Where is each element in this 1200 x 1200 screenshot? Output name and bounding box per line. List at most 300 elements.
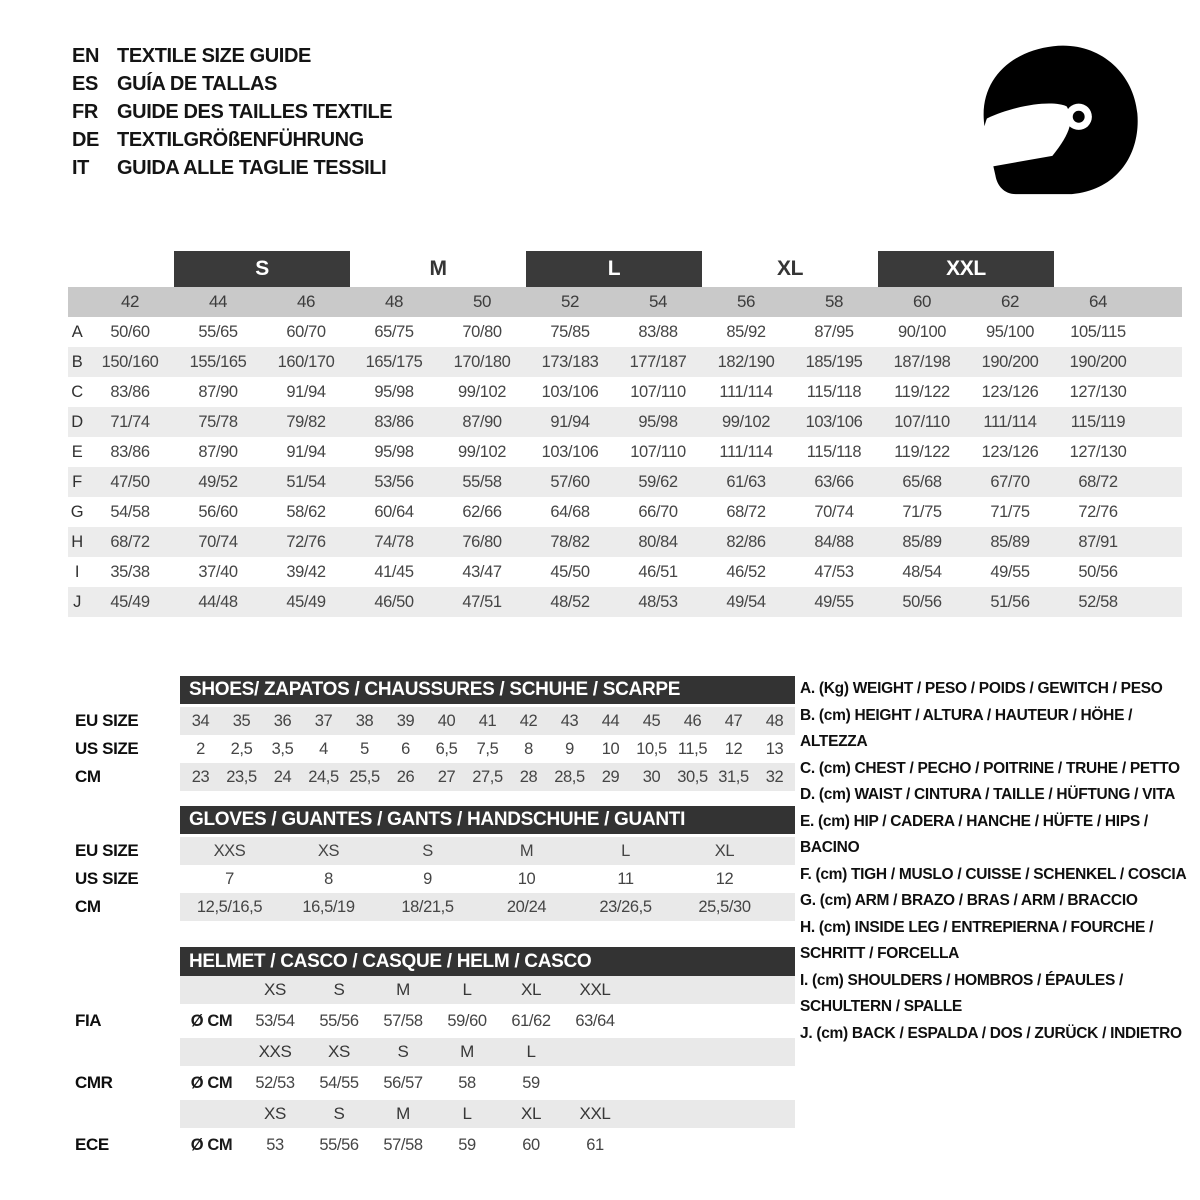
legend-item: H. (cm) INSIDE LEG / ENTREPIERNA / FOURCHE / SCHRITT / FORCELLA xyxy=(800,918,1154,962)
size-value-cell: 75/78 xyxy=(198,412,238,431)
section-title-row xyxy=(75,806,795,834)
size-value-cell: 47/53 xyxy=(814,562,854,581)
size-value-cell: XS xyxy=(264,1104,286,1123)
size-value-cell: 10,5 xyxy=(636,739,667,758)
size-value-cell: 26 xyxy=(396,767,415,786)
size-value-cell: 87/90 xyxy=(198,382,238,401)
size-value-cell: 68/72 xyxy=(726,502,766,521)
size-value-cell: 95/100 xyxy=(985,322,1035,341)
size-value-cell: 70/74 xyxy=(814,502,854,521)
size-value-cell: 185/195 xyxy=(805,352,863,371)
cells-band xyxy=(180,1066,795,1100)
size-value-cell: 87/90 xyxy=(198,442,238,461)
size-value-cell: 47/50 xyxy=(110,472,150,491)
cells-band xyxy=(180,707,795,735)
measure-row-e xyxy=(68,437,1182,467)
size-value-cell: L xyxy=(621,841,630,860)
cells-band xyxy=(180,1100,795,1128)
size-value-cell: 45/49 xyxy=(110,592,150,611)
size-value-cell: 99/102 xyxy=(457,382,507,401)
size-value-cell: 46/52 xyxy=(726,562,766,581)
size-value-cell: 68/72 xyxy=(1078,472,1118,491)
row-label: US SIZE xyxy=(75,739,139,758)
size-value-cell: 23 xyxy=(191,767,210,786)
size-value-cell: 30 xyxy=(642,767,661,786)
size-value-cell: 60/64 xyxy=(374,502,414,521)
size-value-cell: 35 xyxy=(232,711,251,730)
cells-band xyxy=(180,976,795,1004)
size-value-cell: 87/90 xyxy=(462,412,502,431)
size-value-cell: M xyxy=(396,980,410,999)
size-value-cell: 95/98 xyxy=(374,382,414,401)
size-value-cell: 68/72 xyxy=(110,532,150,551)
size-value-cell: 5 xyxy=(360,739,369,758)
row-letter: I xyxy=(74,562,80,581)
size-value-cell: 173/183 xyxy=(541,352,599,371)
size-value-cell: 24,5 xyxy=(308,767,339,786)
size-value-cell: 170/180 xyxy=(453,352,511,371)
size-value-cell: 71/75 xyxy=(990,502,1030,521)
size-value-cell: 44 xyxy=(601,711,620,730)
size-number-cell: 50 xyxy=(472,292,492,311)
size-value-cell: 103/106 xyxy=(541,382,599,401)
section-row xyxy=(75,1038,795,1066)
size-value-cell: L xyxy=(462,980,472,999)
size-value-cell: 72/76 xyxy=(286,532,326,551)
size-value-cell: M xyxy=(396,1104,410,1123)
diameter-label-cell: Ø CM xyxy=(190,1073,233,1092)
size-value-cell: 54/55 xyxy=(319,1073,359,1092)
size-value-cell: 75/85 xyxy=(550,322,590,341)
size-value-cell: 115/118 xyxy=(806,382,862,401)
size-value-cell: 165/175 xyxy=(365,352,423,371)
size-value-cell: 7 xyxy=(225,869,234,888)
size-value-cell: 66/70 xyxy=(638,502,678,521)
size-value-cell: 37 xyxy=(314,711,333,730)
size-value-cell: 119/122 xyxy=(894,442,950,461)
size-value-cell: 70/80 xyxy=(462,322,502,341)
size-value-cell: 53 xyxy=(266,1135,284,1154)
language-row xyxy=(72,42,392,70)
section-row xyxy=(75,837,795,865)
size-value-cell: 40 xyxy=(437,711,456,730)
size-value-cell: 99/102 xyxy=(721,412,771,431)
size-value-cell: XL xyxy=(521,1104,541,1123)
size-number-cell: 54 xyxy=(648,292,668,311)
size-value-cell: 52/53 xyxy=(255,1073,295,1092)
size-value-cell: 67/70 xyxy=(990,472,1030,491)
standard-label: CMR xyxy=(75,1073,113,1092)
size-value-cell: 43 xyxy=(560,711,579,730)
size-value-cell: 79/82 xyxy=(286,412,326,431)
cells-band xyxy=(180,837,795,865)
size-value-cell: 127/130 xyxy=(1069,382,1127,401)
shoes-size-table xyxy=(75,676,795,791)
size-value-cell: 65/75 xyxy=(374,322,414,341)
legend-item: G. (cm) ARM / BRAZO / BRAS / ARM / BRACCIO xyxy=(800,892,1138,909)
diameter-label-cell: Ø CM xyxy=(190,1135,233,1154)
measure-row-h xyxy=(68,527,1182,557)
size-value-cell: 119/122 xyxy=(894,382,950,401)
size-value-cell: 111/114 xyxy=(719,442,773,461)
size-value-cell: 55/56 xyxy=(319,1135,359,1154)
row-label: EU SIZE xyxy=(75,711,139,730)
size-value-cell: 2 xyxy=(196,739,205,758)
size-value-cell: 54/58 xyxy=(110,502,150,521)
size-value-cell: L xyxy=(526,1042,536,1061)
size-value-cell: 52/58 xyxy=(1078,592,1118,611)
size-value-cell: 53/54 xyxy=(255,1011,295,1030)
measure-row-b xyxy=(68,347,1182,377)
size-value-cell: 63/66 xyxy=(814,472,854,491)
size-group-s: S xyxy=(174,251,350,287)
size-value-cell: 95/98 xyxy=(638,412,678,431)
language-title: GUÍA DE TALLAS xyxy=(117,72,277,95)
language-title-block xyxy=(72,42,392,182)
row-letter: A xyxy=(71,322,83,341)
size-value-cell: 64/68 xyxy=(550,502,590,521)
size-value-cell: 87/95 xyxy=(814,322,854,341)
language-title: TEXTILGRÖßENFÜHRUNG xyxy=(117,128,364,151)
size-value-cell: 25,5/30 xyxy=(698,897,751,916)
size-value-cell: M xyxy=(519,841,534,860)
legend-item: E. (cm) HIP / CADERA / HANCHE / HÜFTE / HIPS / BACINO xyxy=(800,812,1148,856)
size-value-cell: 47/51 xyxy=(462,592,502,611)
standard-label: FIA xyxy=(75,1011,102,1030)
section-row xyxy=(75,1100,795,1128)
cells-band xyxy=(180,763,795,791)
size-value-cell: 61 xyxy=(586,1135,604,1154)
cells-band xyxy=(180,1038,795,1066)
size-value-cell: 51/54 xyxy=(286,472,326,491)
size-value-cell: XS xyxy=(317,841,340,860)
size-value-cell: 48 xyxy=(765,711,784,730)
size-number-cell: 56 xyxy=(736,292,756,311)
measure-row-i xyxy=(68,557,1182,587)
section-row xyxy=(75,1004,795,1038)
measure-row-a xyxy=(68,317,1182,347)
legend-item: B. (cm) HEIGHT / ALTURA / HAUTEUR / HÖHE / ALTEZZA xyxy=(800,706,1133,750)
language-title: GUIDA ALLE TAGLIE TESSILI xyxy=(117,156,387,179)
section-row xyxy=(75,763,795,791)
size-value-cell: XXL xyxy=(579,1104,611,1123)
size-value-cell: 55/56 xyxy=(319,1011,359,1030)
size-value-cell: 60 xyxy=(522,1135,540,1154)
row-letter: E xyxy=(71,442,83,461)
size-value-cell: S xyxy=(333,1104,345,1123)
size-value-cell: 48/52 xyxy=(550,592,590,611)
size-value-cell: 48/54 xyxy=(902,562,942,581)
language-code: IT xyxy=(72,156,89,179)
size-value-cell: 150/160 xyxy=(101,352,159,371)
size-value-cell: 177/187 xyxy=(629,352,687,371)
size-value-cell: XS xyxy=(328,1042,350,1061)
size-value-cell: 60/70 xyxy=(286,322,326,341)
size-value-cell: 46 xyxy=(683,711,702,730)
size-value-cell: 182/190 xyxy=(717,352,775,371)
size-value-cell: 55/65 xyxy=(198,322,238,341)
size-number-cell: 64 xyxy=(1088,292,1108,311)
size-value-cell: S xyxy=(422,841,433,860)
row-letter: G xyxy=(70,502,84,521)
size-value-cell: 71/74 xyxy=(110,412,150,431)
size-value-cell: XXS xyxy=(213,841,246,860)
size-value-cell: 8 xyxy=(524,739,533,758)
size-group-m: M xyxy=(429,257,447,280)
size-value-cell: 29 xyxy=(601,767,620,786)
size-value-cell: 78/82 xyxy=(550,532,590,551)
size-value-cell: 4 xyxy=(319,739,328,758)
size-value-cell: 115/118 xyxy=(806,442,862,461)
size-value-cell: 18/21,5 xyxy=(401,897,454,916)
cells-band xyxy=(180,735,795,763)
size-value-cell: 23/26,5 xyxy=(599,897,652,916)
size-value-cell: 43/47 xyxy=(462,562,502,581)
size-value-cell: 103/106 xyxy=(805,412,863,431)
size-value-cell: 80/84 xyxy=(638,532,678,551)
size-value-cell: 24 xyxy=(273,767,292,786)
size-value-cell: 10 xyxy=(601,739,620,758)
size-value-cell: 37/40 xyxy=(198,562,238,581)
size-value-cell: 57/58 xyxy=(383,1135,423,1154)
size-value-cell: M xyxy=(460,1042,474,1061)
size-value-cell: 13 xyxy=(765,739,784,758)
size-value-cell: 155/165 xyxy=(189,352,247,371)
section-row xyxy=(75,707,795,735)
size-number-cell: 58 xyxy=(824,292,844,311)
cells-band xyxy=(180,1128,795,1162)
size-value-cell: 107/110 xyxy=(630,442,686,461)
size-value-cell: 49/54 xyxy=(726,592,766,611)
standard-label xyxy=(75,1038,180,1066)
size-value-cell: 160/170 xyxy=(277,352,335,371)
size-value-cell: 103/106 xyxy=(541,442,599,461)
section-row xyxy=(75,893,795,921)
measure-row-c xyxy=(68,377,1182,407)
section-row xyxy=(75,735,795,763)
size-value-cell: 32 xyxy=(765,767,784,786)
size-value-cell: 59/62 xyxy=(638,472,678,491)
section-title-row xyxy=(75,676,795,704)
size-value-cell: 85/89 xyxy=(990,532,1030,551)
size-value-cell: 58 xyxy=(458,1073,476,1092)
size-value-cell: 53/56 xyxy=(374,472,414,491)
size-value-cell: 48/53 xyxy=(638,592,678,611)
size-value-cell: 51/56 xyxy=(990,592,1030,611)
section-title-bar: SHOES/ ZAPATOS / CHAUSSURES / SCHUHE / SCARPE xyxy=(180,676,795,704)
size-value-cell: 31,5 xyxy=(718,767,749,786)
size-value-cell: 123/126 xyxy=(981,382,1039,401)
size-value-cell: 71/75 xyxy=(902,502,942,521)
size-value-cell: 49/55 xyxy=(814,592,854,611)
size-value-cell: 83/86 xyxy=(110,382,150,401)
size-value-cell: 10 xyxy=(517,869,536,888)
row-letter: D xyxy=(71,412,83,431)
size-value-cell: 12,5/16,5 xyxy=(196,897,263,916)
standard-label: ECE xyxy=(75,1135,109,1154)
language-code: FR xyxy=(72,100,98,123)
size-value-cell: 42 xyxy=(519,711,538,730)
size-value-cell: 49/52 xyxy=(198,472,238,491)
size-value-cell: 59 xyxy=(522,1073,540,1092)
size-number-row xyxy=(68,287,1182,317)
size-value-cell: 49/55 xyxy=(990,562,1030,581)
size-value-cell: 87/91 xyxy=(1078,532,1118,551)
language-title: GUIDE DES TAILLES TEXTILE xyxy=(117,100,393,123)
size-value-cell: 107/110 xyxy=(630,382,686,401)
size-value-cell: 9 xyxy=(423,869,432,888)
section-row xyxy=(75,1066,795,1100)
language-code: EN xyxy=(72,44,99,67)
size-value-cell: 61/62 xyxy=(511,1011,551,1030)
size-value-cell: 41/45 xyxy=(374,562,414,581)
size-value-cell: 50/56 xyxy=(1078,562,1118,581)
size-group-row xyxy=(68,251,1182,287)
language-code: ES xyxy=(72,72,98,95)
row-label: EU SIZE xyxy=(75,841,139,860)
section-title-bar: GLOVES / GUANTES / GANTS / HANDSCHUHE / GUANTI xyxy=(180,806,795,834)
size-value-cell: 76/80 xyxy=(462,532,502,551)
size-value-cell: 65/68 xyxy=(902,472,942,491)
size-value-cell: 27,5 xyxy=(472,767,503,786)
row-letter: H xyxy=(71,532,83,551)
size-number-cell: 48 xyxy=(384,292,404,311)
standard-label xyxy=(75,1100,180,1128)
size-value-cell: XXS xyxy=(258,1042,292,1061)
size-value-cell: 190/200 xyxy=(981,352,1039,371)
size-value-cell: S xyxy=(333,980,345,999)
size-value-cell: 50/56 xyxy=(902,592,942,611)
size-value-cell: 74/78 xyxy=(374,532,414,551)
size-value-cell: 63/64 xyxy=(575,1011,615,1030)
section-row xyxy=(75,1128,795,1162)
size-value-cell: 7,5 xyxy=(476,739,499,758)
size-number-cell: 42 xyxy=(120,292,140,311)
language-code: DE xyxy=(72,128,99,151)
size-value-cell: XS xyxy=(264,980,286,999)
size-value-cell: 85/92 xyxy=(726,322,766,341)
size-value-cell: 58/62 xyxy=(286,502,326,521)
language-row xyxy=(72,126,392,154)
size-value-cell: 111/114 xyxy=(719,382,773,401)
size-number-cell: 46 xyxy=(296,292,316,311)
size-value-cell: 105/115 xyxy=(1070,322,1126,341)
size-value-cell: 39 xyxy=(396,711,415,730)
size-value-cell: 9 xyxy=(565,739,574,758)
size-group-l: L xyxy=(526,251,702,287)
size-value-cell: XXL xyxy=(579,980,611,999)
measure-row-d xyxy=(68,407,1182,437)
size-value-cell: 91/94 xyxy=(550,412,590,431)
row-letter: J xyxy=(73,592,81,611)
standard-label xyxy=(75,976,180,1004)
size-number-cell: 44 xyxy=(208,292,228,311)
size-value-cell: 12 xyxy=(715,869,734,888)
measure-row-j xyxy=(68,587,1182,617)
cells-band xyxy=(180,893,795,921)
size-value-cell: L xyxy=(462,1104,472,1123)
size-value-cell: 6 xyxy=(401,739,410,758)
diameter-label-cell: Ø CM xyxy=(190,1011,233,1030)
row-label: CM xyxy=(75,767,101,786)
size-value-cell: 62/66 xyxy=(462,502,502,521)
size-number-cell: 60 xyxy=(912,292,932,311)
size-value-cell: 46/51 xyxy=(638,562,678,581)
size-value-cell: 6,5 xyxy=(435,739,458,758)
size-group-xxl: XXL xyxy=(878,251,1054,287)
size-value-cell: 3,5 xyxy=(271,739,294,758)
size-value-cell: 111/114 xyxy=(983,412,1037,431)
size-value-cell: 23,5 xyxy=(226,767,257,786)
size-value-cell: 59/60 xyxy=(447,1011,487,1030)
language-row xyxy=(72,98,392,126)
size-value-cell: XL xyxy=(714,841,735,860)
legend-item: I. (cm) SHOULDERS / HOMBROS / ÉPAULES / SCHULTERN / SPALLE xyxy=(800,971,1124,1015)
size-value-cell: 36 xyxy=(273,711,292,730)
size-value-cell: 127/130 xyxy=(1069,442,1127,461)
size-number-cell: 62 xyxy=(1000,292,1020,311)
size-value-cell: 11,5 xyxy=(677,739,708,758)
size-value-cell: 34 xyxy=(191,711,210,730)
size-value-cell: 46/50 xyxy=(374,592,414,611)
size-value-cell: 70/74 xyxy=(198,532,238,551)
size-value-cell: 91/94 xyxy=(286,382,326,401)
size-value-cell: 50/60 xyxy=(110,322,150,341)
size-value-cell: 47 xyxy=(724,711,743,730)
size-value-cell: 45/49 xyxy=(286,592,326,611)
size-value-cell: 107/110 xyxy=(894,412,950,431)
size-value-cell: 56/60 xyxy=(198,502,238,521)
size-value-cell: 57/60 xyxy=(550,472,590,491)
size-group-xl: XL xyxy=(776,257,804,280)
language-row xyxy=(72,154,392,182)
size-value-cell: 123/126 xyxy=(981,442,1039,461)
size-value-cell: 30,5 xyxy=(677,767,708,786)
size-value-cell: 44/48 xyxy=(198,592,238,611)
size-value-cell: 56/57 xyxy=(383,1073,423,1092)
size-value-cell: 83/86 xyxy=(110,442,150,461)
legend-item: C. (cm) CHEST / PECHO / POITRINE / TRUHE / PETTO xyxy=(800,759,1180,777)
legend-item: J. (cm) BACK / ESPALDA / DOS / ZURÜCK / INDIETRO xyxy=(800,1024,1182,1042)
measure-row-g xyxy=(68,497,1182,527)
size-value-cell: 59 xyxy=(458,1135,476,1154)
size-value-cell: 8 xyxy=(324,869,333,888)
size-value-cell: 95/98 xyxy=(374,442,414,461)
size-value-cell: 39/42 xyxy=(286,562,326,581)
size-value-cell: 2,5 xyxy=(230,739,253,758)
size-value-cell: 38 xyxy=(355,711,374,730)
size-value-cell: 84/88 xyxy=(814,532,854,551)
size-number-cell: 52 xyxy=(560,292,580,311)
size-value-cell: 28,5 xyxy=(554,767,585,786)
language-title: TEXTILE SIZE GUIDE xyxy=(117,44,311,67)
row-letter: F xyxy=(72,472,82,491)
section-title-row xyxy=(75,947,795,976)
language-row xyxy=(72,70,392,98)
gloves-size-table xyxy=(75,806,795,921)
size-value-cell: 41 xyxy=(478,711,497,730)
row-letter: C xyxy=(71,382,83,401)
size-value-cell: 25,5 xyxy=(349,767,380,786)
size-value-cell: 99/102 xyxy=(457,442,507,461)
cells-band xyxy=(180,865,795,893)
section-row xyxy=(75,865,795,893)
section-row xyxy=(75,976,795,1004)
size-value-cell: 27 xyxy=(437,767,456,786)
measure-row-f xyxy=(68,467,1182,497)
legend-item: D. (cm) WAIST / CINTURA / TAILLE / HÜFTUNG / VITA xyxy=(800,786,1176,803)
section-title-bar: HELMET / CASCO / CASQUE / HELM / CASCO xyxy=(180,947,795,976)
